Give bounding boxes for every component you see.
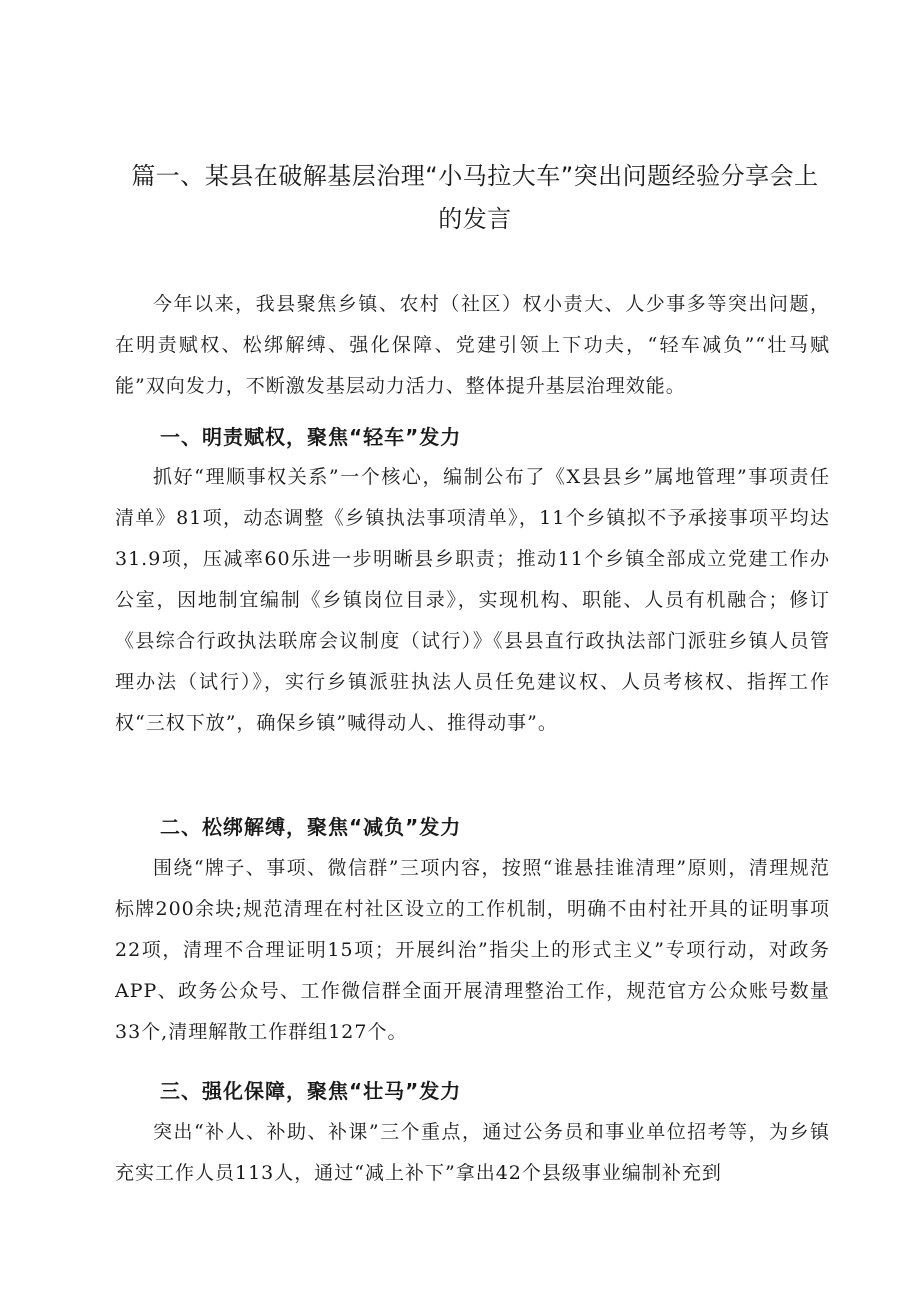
section-3-body: 突出“补人、补助、补课”三个重点，通过公务员和事业单位招考等，为乡镇充实工作人员113人，通过“减上补下”拿出42个县级事业编制补充到 <box>115 1121 830 1184</box>
intro-paragraph: 今年以来，我县聚焦乡镇、农村（社区）权小责大、人少事多等突出问题，在明责赋权、松绑解缚、强化保障、党建引领上下功夫，“轻车减负”“壮马赋能”双向发力，不断激发基层动力活力、整体提升基层治理效能。 <box>115 293 830 397</box>
section-2-heading: 二、松绑解缚，聚焦“减负”发力 <box>160 815 462 839</box>
section-1-body: 抓好“理顺事权关系”一个核心，编制公布了《X县县乡”属地管理”事项责任清单》81项，动态调整《乡镇执法事项清单》，11个乡镇拟不予承接事项平均达31.9项，压减率60乐进一步明晰县乡职责；推动11个乡镇全部成立党建工作办公室，因地制宜编制《乡镇岗位目录》，实现机构、职能、人员有机融合；修订《县综合行政执法联席会议制度（试行）》《县县直行政执法部门派驻乡镇人员管理办法（试行）》，实行乡镇派驻执法人员任免建议权、人员考核权、指挥工作权“三权下放”，确保乡镇”喊得动人、推得动事”。 <box>115 466 830 734</box>
document-title-line-2: 的发言 <box>438 205 512 233</box>
document-title-line-1: 篇一、某县在破解基层治理“小马拉大车”突出问题经验分享会上 <box>131 162 819 190</box>
section-2-body: 围绕“牌子、事项、微信群”三项内容，按照“谁悬挂谁清理”原则，清理规范标牌200余块;规范清理在村社区设立的工作机制，明确不由村社开具的证明事项22项，清理不合理证明15项；开展纠治”指尖上的形式主义”专项行动，对政务APP、政务公众号、工作微信群全面开展清理整治工作，规范官方公众账号数量33个,清理解散工作群组127个。 <box>115 857 830 1043</box>
section-1-heading: 一、明责赋权，聚焦“轻车”发力 <box>160 425 462 449</box>
section-3-heading: 三、强化保障，聚焦“壮马”发力 <box>160 1079 462 1103</box>
